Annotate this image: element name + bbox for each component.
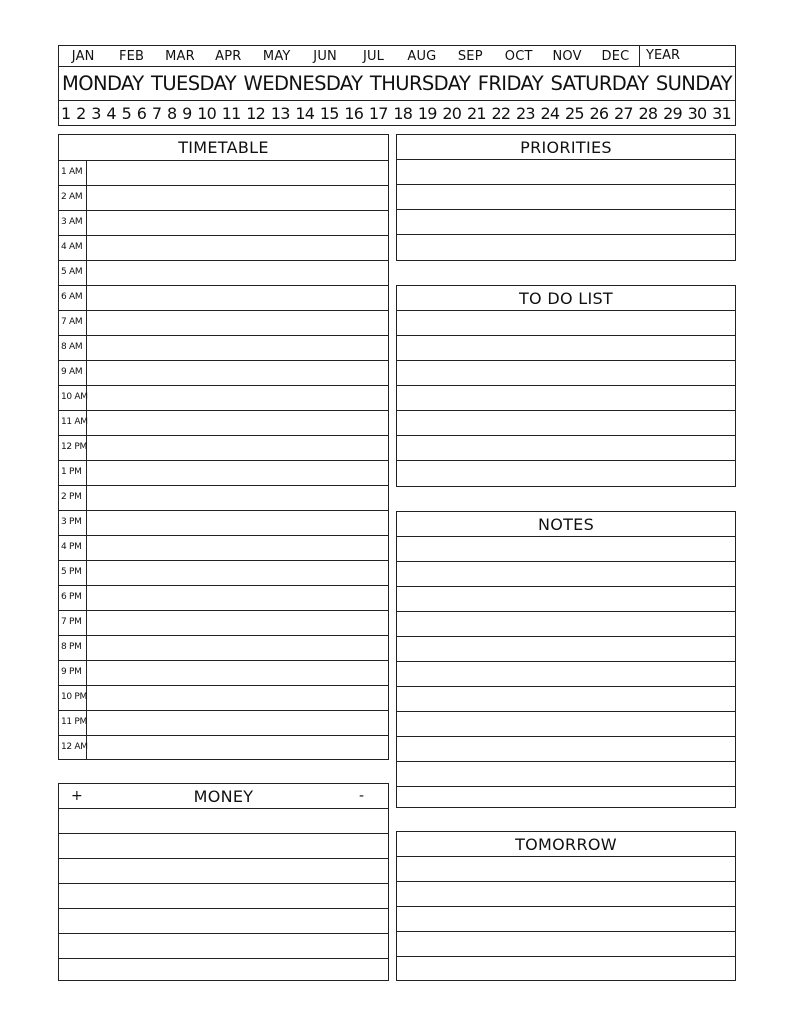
rule-line xyxy=(59,710,388,711)
month-jan: JAN xyxy=(71,48,95,64)
rule-line xyxy=(397,956,735,957)
rule-line xyxy=(397,310,735,311)
rule-line xyxy=(397,661,735,662)
rule-line xyxy=(59,933,388,934)
timetable-row xyxy=(59,560,388,585)
todo-title: TO DO LIST xyxy=(518,289,613,308)
month-may: MAY xyxy=(262,48,291,64)
rule-line xyxy=(59,285,388,286)
date-9: 9 xyxy=(182,103,192,123)
month-nov: NOV xyxy=(552,48,582,64)
timetable-row xyxy=(59,635,388,660)
money-expense-sign: - xyxy=(358,788,364,804)
date-4: 4 xyxy=(106,103,116,123)
timetable-row xyxy=(59,335,388,360)
rule-line xyxy=(397,736,735,737)
rule-line xyxy=(397,931,735,932)
year-label: YEAR xyxy=(639,46,680,66)
rule-line xyxy=(59,335,388,336)
money-panel xyxy=(58,783,389,981)
rule-line xyxy=(397,460,735,461)
date-selector-row xyxy=(58,100,736,126)
hour-label: 8 PM xyxy=(61,642,82,652)
month-jul: JUL xyxy=(362,48,385,64)
weekday-saturday: SATURDAY xyxy=(550,72,649,95)
priorities-title: PRIORITIES xyxy=(520,138,612,157)
hour-label: 3 PM xyxy=(61,517,82,527)
weekday-thursday: THURSDAY xyxy=(369,72,471,95)
date-15: 15 xyxy=(319,103,339,123)
rule-line xyxy=(397,536,735,537)
hour-label: 11 PM xyxy=(61,717,88,727)
timetable-row xyxy=(59,385,388,410)
notes-panel xyxy=(396,511,736,808)
date-28: 28 xyxy=(638,103,658,123)
date-25: 25 xyxy=(565,103,584,123)
hour-label: 4 PM xyxy=(61,542,82,552)
timetable-row xyxy=(59,535,388,560)
date-18: 18 xyxy=(393,103,413,123)
timetable-row xyxy=(59,685,388,710)
date-7: 7 xyxy=(151,103,162,123)
timetable-title: TIMETABLE xyxy=(178,138,269,157)
hour-label: 5 AM xyxy=(61,267,83,277)
hour-label: 4 AM xyxy=(61,242,83,252)
weekday-tuesday: TUESDAY xyxy=(151,72,237,95)
rule-line xyxy=(59,435,388,436)
rule-line xyxy=(59,510,388,511)
rule-line xyxy=(59,808,388,809)
rule-line xyxy=(59,360,388,361)
rule-line xyxy=(59,610,388,611)
timetable-row xyxy=(59,310,388,335)
date-20: 20 xyxy=(442,103,462,123)
timetable-row xyxy=(59,410,388,435)
rule-line xyxy=(59,685,388,686)
month-sep: SEP xyxy=(457,48,483,64)
month-feb: FEB xyxy=(118,48,145,64)
priorities-panel xyxy=(396,134,736,261)
rule-line xyxy=(397,561,735,562)
rule-line xyxy=(397,686,735,687)
timetable-row xyxy=(59,510,388,535)
rule-line xyxy=(59,560,388,561)
date-24: 24 xyxy=(540,103,560,123)
hour-label: 5 PM xyxy=(61,567,82,577)
rule-line xyxy=(59,485,388,486)
timetable-row xyxy=(59,435,388,460)
rule-line xyxy=(59,735,388,736)
timetable-row xyxy=(59,485,388,510)
rule-line xyxy=(59,908,388,909)
hour-label: 3 AM xyxy=(61,217,83,227)
rule-line xyxy=(397,906,735,907)
hour-label: 12 AM xyxy=(61,742,88,752)
weekday-selector-row xyxy=(58,66,736,101)
rule-line xyxy=(59,185,388,186)
date-14: 14 xyxy=(295,103,315,123)
rule-line xyxy=(397,786,735,787)
rule-line xyxy=(397,586,735,587)
timetable-row xyxy=(59,735,388,760)
rule-line xyxy=(59,585,388,586)
rule-line xyxy=(397,184,735,185)
rule-line xyxy=(59,660,388,661)
date-17: 17 xyxy=(368,103,388,123)
tomorrow-panel xyxy=(396,831,736,981)
timetable-row xyxy=(59,285,388,310)
timetable-row xyxy=(59,610,388,635)
rule-line xyxy=(59,460,388,461)
month-mar: MAR xyxy=(165,48,195,64)
timetable-row xyxy=(59,260,388,285)
month-selector-row xyxy=(58,45,736,67)
date-2: 2 xyxy=(76,103,86,123)
hour-label: 8 AM xyxy=(61,342,83,352)
date-12: 12 xyxy=(246,103,266,123)
timetable-row xyxy=(59,360,388,385)
timetable-row xyxy=(59,160,388,185)
rule-line xyxy=(59,210,388,211)
rule-line xyxy=(397,881,735,882)
rule-line xyxy=(397,209,735,210)
date-3: 3 xyxy=(91,103,101,123)
hour-label: 11 AM xyxy=(61,417,88,427)
rule-line xyxy=(397,360,735,361)
date-8: 8 xyxy=(166,103,177,123)
timetable-row xyxy=(59,460,388,485)
date-31: 31 xyxy=(712,103,731,123)
hour-label: 2 PM xyxy=(61,492,82,502)
hour-label: 9 PM xyxy=(61,667,82,677)
rule-line xyxy=(59,410,388,411)
month-dec: DEC xyxy=(601,48,630,64)
rule-line xyxy=(59,858,388,859)
rule-line xyxy=(59,833,388,834)
date-30: 30 xyxy=(687,103,707,123)
hour-label: 7 PM xyxy=(61,617,82,627)
month-oct: OCT xyxy=(504,48,533,64)
date-22: 22 xyxy=(491,103,511,123)
rule-line xyxy=(397,335,735,336)
date-5: 5 xyxy=(121,103,131,123)
timetable-row xyxy=(59,210,388,235)
date-13: 13 xyxy=(270,103,290,123)
date-23: 23 xyxy=(515,103,535,123)
month-aug: AUG xyxy=(407,48,437,64)
rule-line xyxy=(397,611,735,612)
rule-line xyxy=(397,856,735,857)
todo-panel xyxy=(396,285,736,487)
timetable-row xyxy=(59,660,388,685)
rule-line xyxy=(397,761,735,762)
weekday-monday: MONDAY xyxy=(62,72,144,95)
rule-line xyxy=(59,235,388,236)
rule-line xyxy=(59,535,388,536)
weekday-sunday: SUNDAY xyxy=(655,72,732,95)
hour-label: 10 AM xyxy=(61,392,88,402)
notes-title: NOTES xyxy=(537,515,595,534)
date-10: 10 xyxy=(197,103,217,123)
month-jun: JUN xyxy=(313,48,337,64)
hour-label: 10 PM xyxy=(61,692,88,702)
rule-line xyxy=(59,260,388,261)
rule-line xyxy=(397,435,735,436)
timetable-panel xyxy=(58,134,389,760)
date-16: 16 xyxy=(344,103,364,123)
rule-line xyxy=(59,160,388,161)
rule-line xyxy=(397,234,735,235)
timetable-row xyxy=(59,710,388,735)
rule-line xyxy=(59,958,388,959)
weekday-wednesday: WEDNESDAY xyxy=(243,72,363,95)
timetable-row xyxy=(59,185,388,210)
timetable-row xyxy=(59,235,388,260)
money-income-sign: + xyxy=(71,788,83,804)
weekday-friday: FRIDAY xyxy=(477,72,544,95)
rule-line xyxy=(397,410,735,411)
rule-line xyxy=(397,636,735,637)
rule-line xyxy=(59,310,388,311)
date-29: 29 xyxy=(663,103,682,123)
hour-label: 6 AM xyxy=(61,292,83,302)
timetable-row xyxy=(59,585,388,610)
date-6: 6 xyxy=(136,103,147,123)
hour-label: 9 AM xyxy=(61,367,83,377)
hour-label: 1 AM xyxy=(61,167,83,177)
hour-label: 1 PM xyxy=(61,467,82,477)
tomorrow-title: TOMORROW xyxy=(515,835,617,854)
date-27: 27 xyxy=(614,103,633,123)
rule-line xyxy=(397,385,735,386)
date-21: 21 xyxy=(466,103,486,123)
hour-label: 2 AM xyxy=(61,192,83,202)
rule-line xyxy=(397,159,735,160)
timetable-rows xyxy=(59,160,388,759)
hour-label: 12 PM xyxy=(61,442,88,452)
date-19: 19 xyxy=(417,103,437,123)
month-apr: APR xyxy=(215,48,242,64)
rule-line xyxy=(397,711,735,712)
date-26: 26 xyxy=(589,103,609,123)
money-title: MONEY xyxy=(193,787,254,806)
date-1: 1 xyxy=(61,103,71,123)
hour-label: 7 AM xyxy=(61,317,83,327)
rule-line xyxy=(59,635,388,636)
rule-line xyxy=(59,385,388,386)
rule-line xyxy=(59,883,388,884)
date-11: 11 xyxy=(221,103,241,123)
hour-label: 6 PM xyxy=(61,592,82,602)
